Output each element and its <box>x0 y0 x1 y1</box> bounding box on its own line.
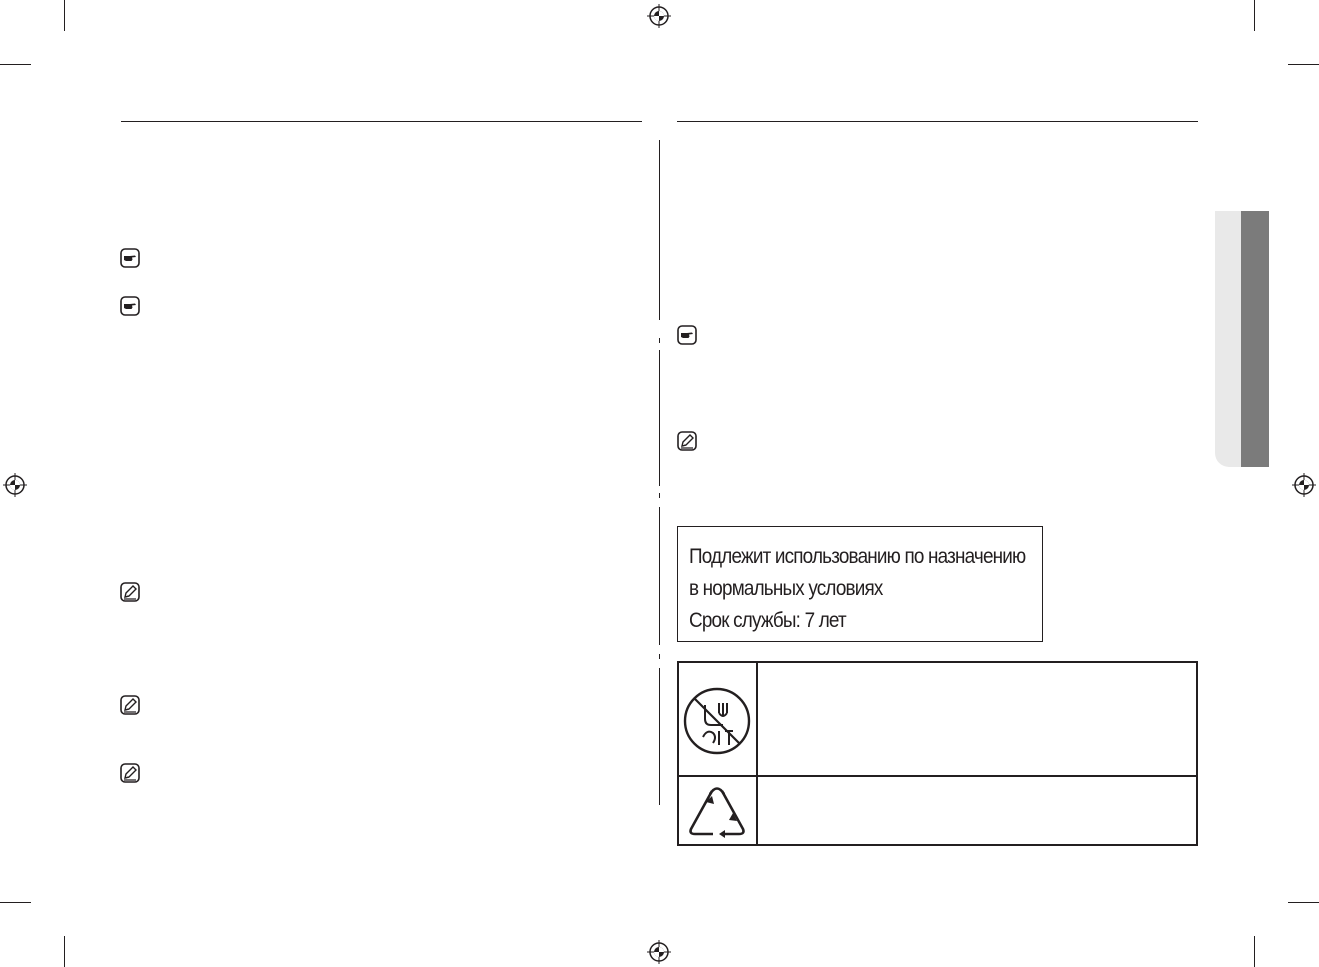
pointing-hand-icon <box>677 325 697 345</box>
side-tab-light <box>1215 211 1241 467</box>
registration-crosshair-icon <box>647 4 671 28</box>
crop-mark <box>64 0 65 31</box>
registration-crosshair-icon <box>647 940 671 964</box>
pointing-hand-icon <box>120 248 140 268</box>
symbol-table <box>677 661 1198 846</box>
notice-line-3: Срок службы: 7 лет <box>689 609 846 632</box>
column-divider <box>659 668 660 805</box>
column-divider <box>659 338 660 343</box>
note-pencil-icon <box>120 695 140 715</box>
symbol-description-cell <box>757 776 1197 845</box>
column-divider <box>659 493 660 498</box>
notice-line-1: Подлежит использованию по назначению <box>689 545 1026 568</box>
left-column-header-rule <box>121 121 642 122</box>
registration-crosshair-icon <box>3 473 27 497</box>
symbol-cell <box>678 662 757 776</box>
note-pencil-icon <box>120 763 140 783</box>
symbol-cell <box>678 776 757 845</box>
table-row <box>678 776 1197 845</box>
not-for-food-contact-icon <box>679 663 756 775</box>
side-tab-dark <box>1241 211 1269 467</box>
crop-mark <box>64 936 65 967</box>
crop-mark <box>1288 64 1319 65</box>
crop-mark <box>0 64 31 65</box>
note-pencil-icon <box>120 582 140 602</box>
crop-mark <box>1254 0 1255 31</box>
right-column-header-rule <box>677 121 1198 122</box>
table-row <box>678 662 1197 776</box>
note-pencil-icon <box>677 431 697 451</box>
registration-crosshair-icon <box>1292 473 1316 497</box>
crop-mark <box>1288 902 1319 903</box>
column-divider <box>659 654 660 659</box>
service-life-notice <box>677 526 1043 642</box>
pointing-hand-icon <box>120 296 140 316</box>
symbol-description-cell <box>757 662 1197 776</box>
recycle-triangle-icon <box>679 777 756 844</box>
crop-mark <box>1254 936 1255 967</box>
crop-mark <box>0 902 31 903</box>
column-divider <box>659 350 660 486</box>
column-divider <box>659 140 660 320</box>
column-divider <box>659 507 660 645</box>
notice-line-2: в нормальных условиях <box>689 577 883 600</box>
